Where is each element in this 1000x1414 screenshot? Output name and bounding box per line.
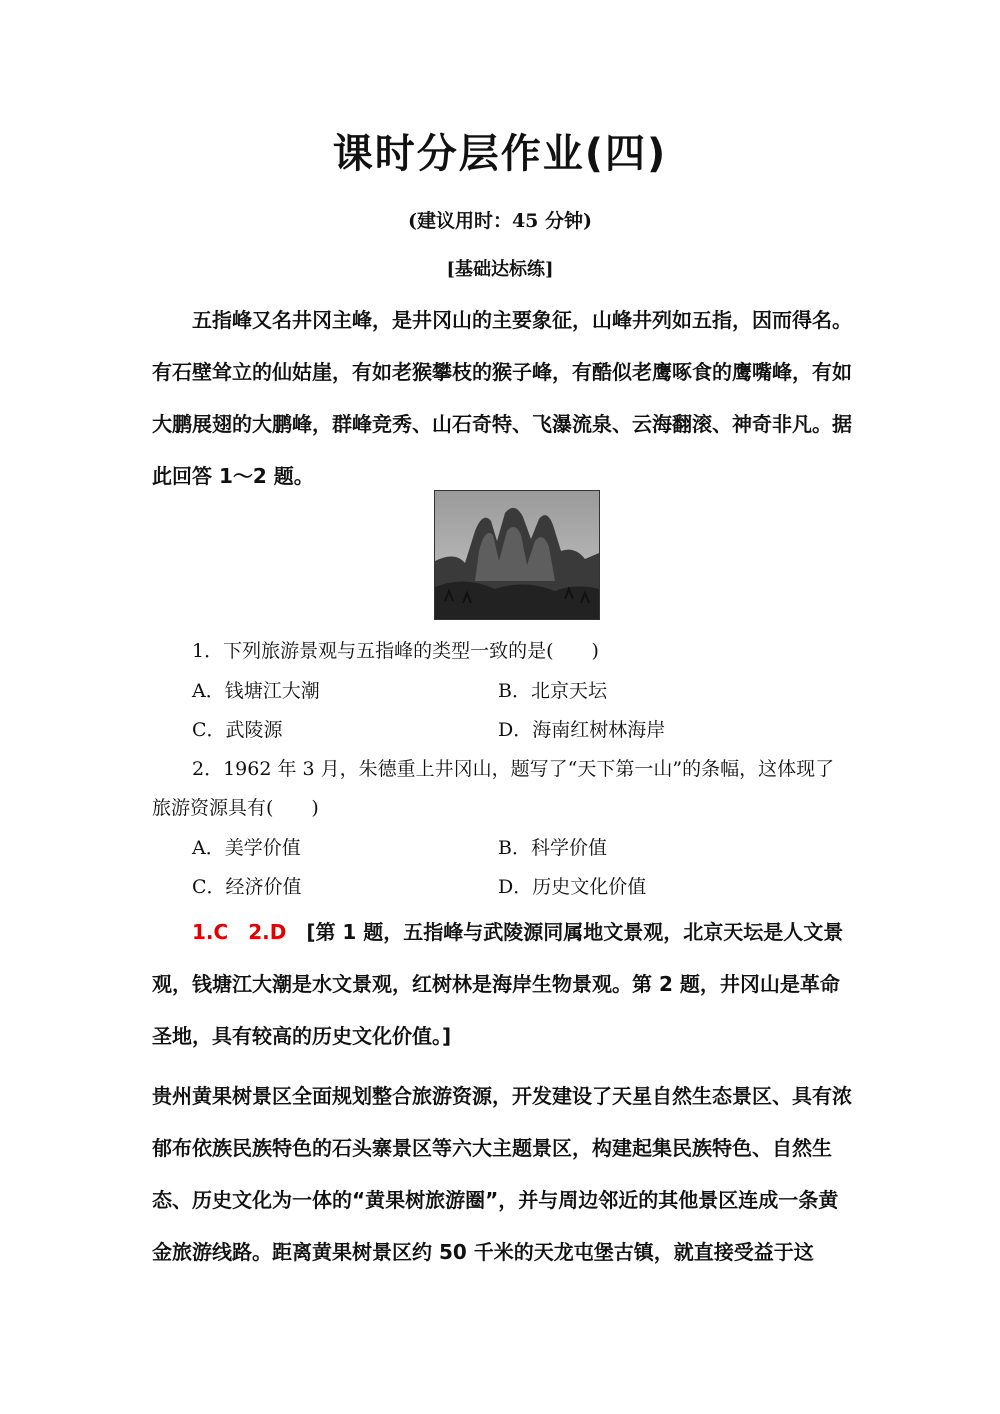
page-title: 课时分层作业(四)	[332, 131, 668, 177]
q2-option-b: B．科学价值	[498, 837, 607, 859]
mountain-photo	[434, 490, 600, 620]
passage-2: 贵州黄果树景区全面规划整合旅游资源，开发建设了天星自然生态景区、具有浓郁布依族民族特色的石头寨景区等六大主题景区，构建起集民族特色、自然生态、历史文化为一体的“黄果树旅游圈”，并与周边邻近的其他景区连成一条黄金旅游线路。距离黄果树景区约 50 千米的天龙屯堡古镇，就直接受益于这	[152, 1084, 852, 1264]
q2-option-c: C．经济价值	[192, 876, 302, 898]
question-1-stem: 1．下列旅游景观与五指峰的类型一致的是( )	[192, 640, 599, 662]
section-heading: [基础达标练]	[446, 259, 554, 280]
q1-option-a: A．钱塘江大潮	[192, 680, 320, 702]
answer-explanation: [第 1 题，五指峰与武陵源同属地文景观，北京天坛是人文景观，钱塘江大潮是水文景观，红树林是海岸生物景观。第 2 题，井冈山是革命圣地，具有较高的历史文化价值。]	[152, 920, 844, 1048]
q2-option-d: D．历史文化价值	[498, 876, 647, 898]
q1-option-c: C．武陵源	[192, 719, 283, 741]
passage-1: 五指峰又名井冈主峰，是井冈山的主要象征，山峰井列如五指，因而得名。有石壁耸立的仙姑崖，有如老猴攀枝的猴子峰，有酷似老鹰啄食的鹰嘴峰，有如大鹏展翅的大鹏峰，群峰竞秀、山石奇特、飞瀑流泉、云海翻滚、神奇非凡。据此回答 1～2 题。	[152, 308, 852, 488]
q2-option-a: A．美学价值	[192, 837, 301, 859]
question-2	[152, 750, 852, 828]
question-2-stem: 2．1962 年 3 月，朱德重上井冈山，题写了“天下第一山”的条幅，这体现了旅游资源具有( )	[152, 758, 835, 819]
q1-option-d: D．海南红树林海岸	[498, 719, 666, 741]
answer-block	[152, 906, 852, 1062]
question-1	[152, 632, 852, 671]
q1-option-b: B．北京天坛	[498, 680, 607, 702]
time-note: (建议用时：45 分钟)	[407, 210, 593, 232]
answer-key: 1.C 2.D	[192, 920, 287, 944]
